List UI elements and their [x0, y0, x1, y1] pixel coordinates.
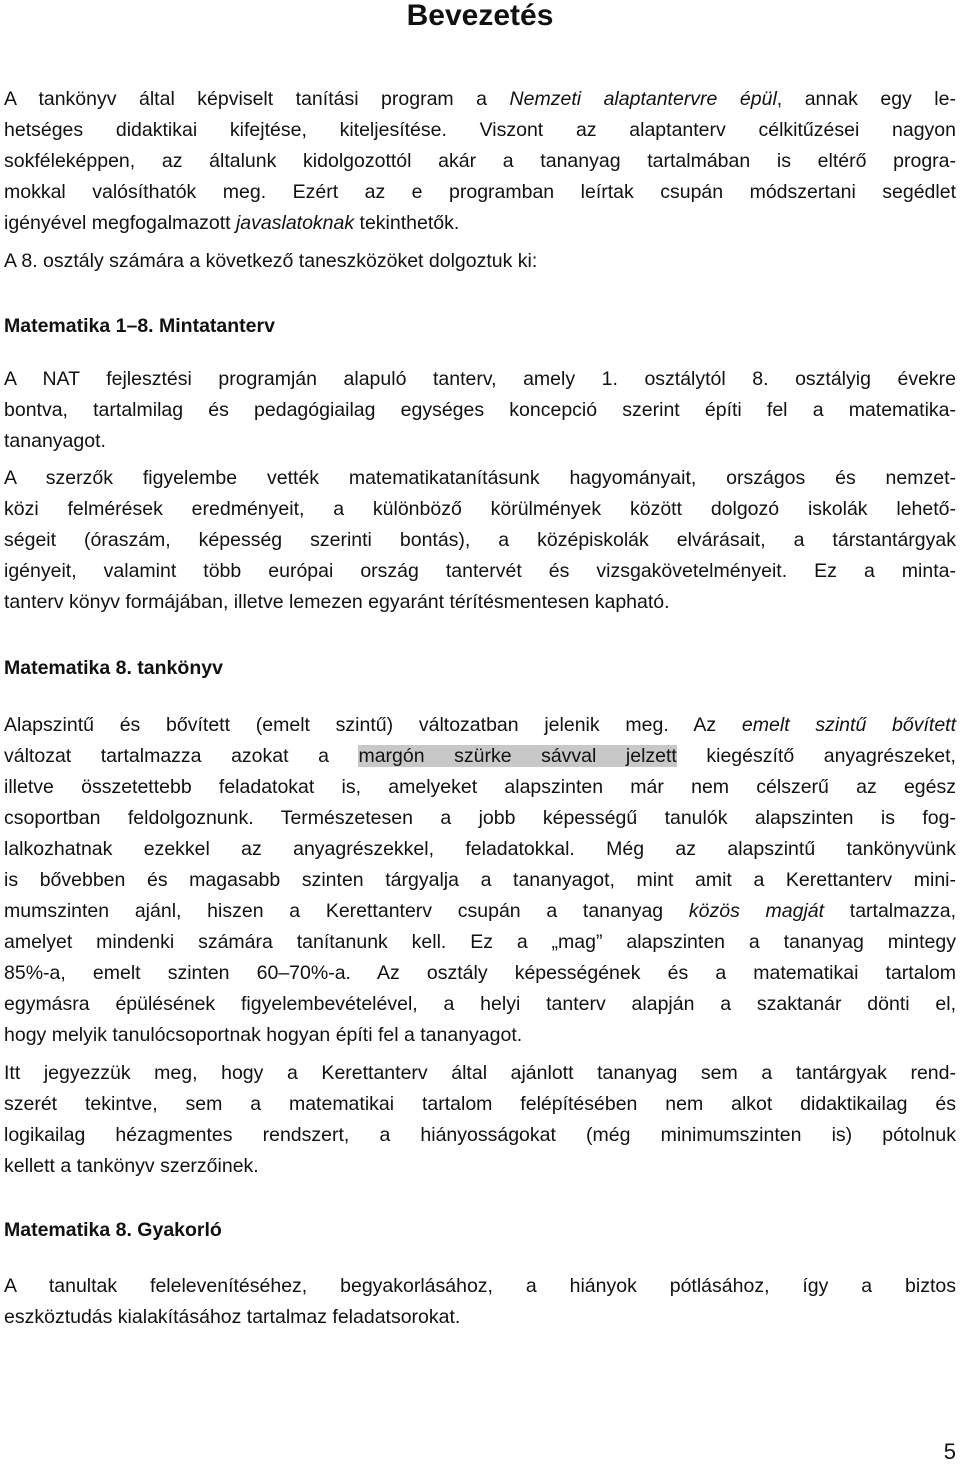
section-heading: Matematika 8. tankönyv: [4, 657, 223, 679]
paragraph-line: közi felmérések eredményeit, a különböző körülmények között dolgozó iskolák lehető-: [4, 498, 956, 520]
intro-line: mokkal valósíthatók meg. Ezért az e programban leírtak csupán módszertani segédlet: [4, 181, 956, 203]
paragraph-line: csoportban feldolgoznunk. Természetesen a jobb képességű tanulók alapszinten is fog-: [4, 807, 956, 829]
paragraph-line: mumszinten ajánl, hiszen a Kerettanterv csupán a tananyag közös magját tartalmazza,: [4, 900, 956, 922]
paragraph-line: Itt jegyezzük meg, hogy a Kerettanterv által ajánlott tananyag sem a tantárgyak rend-: [4, 1062, 956, 1084]
paragraph-line: ségeit (óraszám, képesség szerinti bontás), a középiskolák elvárásait, a társtantárgyak: [4, 529, 956, 551]
intro-line: hetséges didaktikai kifejtése, kiteljesítése. Viszont az alaptanterv célkitűzései nagyon: [4, 119, 956, 141]
paragraph-line: szerét tekintve, sem a matematikai tartalom felépítésében nem alkot didaktikailag és: [4, 1093, 956, 1115]
section-heading: Matematika 1–8. Mintatanterv: [4, 315, 275, 337]
paragraph-line: A szerzők figyelembe vették matematikatanításunk hagyományait, országos és nemzet-: [4, 467, 956, 489]
page-title: Bevezetés: [406, 0, 554, 32]
paragraph-line: A tanultak felelevenítéséhez, begyakorlásához, a hiányok pótlásához, így a biztos: [4, 1275, 956, 1297]
paragraph-line: bontva, tartalmilag és pedagógiailag egységes koncepció szerint építi fel a matematika-: [4, 399, 956, 421]
emphasis-text: javaslatoknak: [235, 212, 355, 234]
page-number: 5: [943, 1439, 956, 1464]
paragraph-line: hogy melyik tanulócsoportnak hogyan építi fel a tananyagot.: [4, 1024, 523, 1046]
paragraph-line: amelyet mindenki számára tanítanunk kell. Ez a „mag” alapszinten a tananyag mintegy: [4, 931, 956, 953]
intro-line: igényével megfogalmazott javaslatoknak tekinthetők.: [4, 212, 460, 234]
paragraph-line: kellett a tankönyv szerzőinek.: [4, 1155, 259, 1177]
paragraph-line: Alapszintű és bővített (emelt szintű) változatban jelenik meg. Az emelt szintű bővített: [4, 714, 956, 736]
emphasis-text: közös magját: [688, 900, 825, 922]
paragraph-line: igényeit, valamint több európai ország tantervét és vizsgakövetelményeit. Ez a minta-: [4, 560, 956, 582]
paragraph-line: tananyagot.: [4, 430, 106, 452]
section-heading: Matematika 8. Gyakorló: [4, 1219, 222, 1241]
emphasis-text: emelt szintű bővített: [741, 714, 956, 736]
paragraph-line: egymásra épülésének figyelembevételével, a helyi tanterv alapján a szaktanár dönti el,: [4, 993, 956, 1015]
intro-line: sokféleképpen, az általunk kidolgozottól akár a tananyag tartalmában is eltérő progra-: [4, 150, 956, 172]
paragraph-line: A NAT fejlesztési programján alapuló tanterv, amely 1. osztálytól 8. osztályig évekre: [4, 368, 956, 390]
emphasis-text: Nemzeti alaptantervre épül: [509, 88, 777, 110]
paragraph-line: eszköztudás kialakításához tartalmaz feladatsorokat.: [4, 1306, 461, 1328]
intro-line: A 8. osztály számára a következő taneszközöket dolgoztuk ki:: [4, 250, 538, 272]
paragraph-line: illetve összetettebb feladatokat is, amelyeket alapszinten már nem célszerű az egész: [4, 776, 956, 798]
intro-line: A tankönyv által képviselt tanítási program a Nemzeti alaptantervre épül, annak egy le-: [4, 88, 956, 110]
paragraph-line: lalkozhatnak ezekkel az anyagrészekkel, feladatokkal. Még az alapszintű tankönyvünk: [4, 838, 956, 860]
paragraph-line: tanterv könyv formájában, illetve lemezen egyaránt térítésmentesen kapható.: [4, 591, 670, 613]
gray-highlight: margón szürke sávval jelzett: [358, 745, 677, 767]
paragraph-line: is bővebben és magasabb szinten tárgyalja a tananyagot, mint amit a Kerettanterv mini-: [4, 869, 956, 891]
paragraph-line: logikailag hézagmentes rendszert, a hiányosságokat (még minimumszinten is) pótolnuk: [4, 1124, 956, 1146]
paragraph-line: 85%-a, emelt szinten 60–70%-a. Az osztály képességének és a matematikai tartalom: [4, 962, 956, 984]
paragraph-line: változat tartalmazza azokat a margón szürke sávval jelzett kiegészítő anyagrészeket,: [4, 745, 956, 767]
